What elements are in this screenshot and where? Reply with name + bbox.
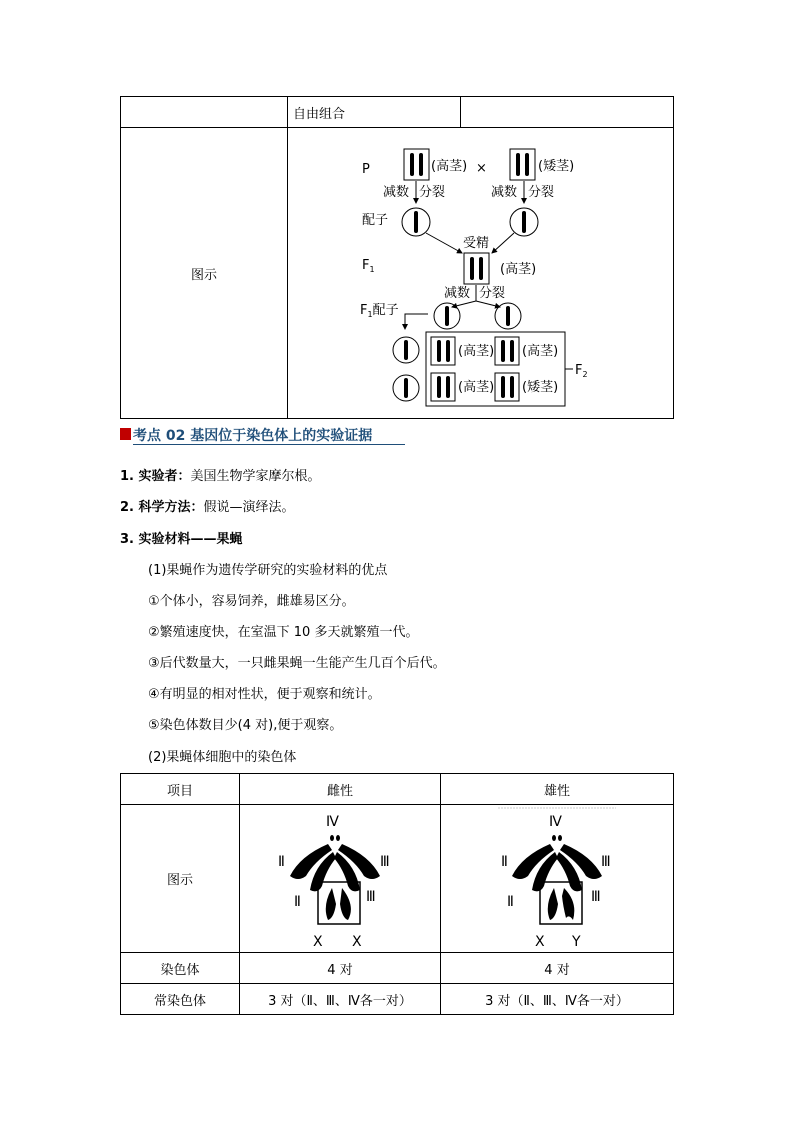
item-experimenter xyxy=(120,469,321,485)
item1-label: 1. 实验者： xyxy=(120,469,191,484)
item2-label: 2. 科学方法： xyxy=(120,500,204,515)
f2-tall-1: (高茎) xyxy=(458,343,495,359)
fertilization-text: 受精 xyxy=(463,235,490,251)
chromosome xyxy=(516,153,520,176)
f2-label: $F_2$ xyxy=(575,362,588,379)
row-autosome-label: 常染色体 xyxy=(121,984,240,1015)
cross-symbol: × xyxy=(476,160,487,176)
f2-box-2 xyxy=(495,337,519,365)
split-right-text: 分裂 xyxy=(528,184,555,200)
advantage-3: ③后代数量大，一只雌果蝇一生能产生几百个后代。 xyxy=(148,656,446,671)
female-karyotype xyxy=(240,806,440,952)
label-II-top: Ⅱ xyxy=(501,853,508,870)
free-combination-text: 自由组合 xyxy=(293,106,346,122)
f1-tall-label: (高茎) xyxy=(500,261,537,277)
f2-box-1 xyxy=(431,337,455,365)
p-short-box xyxy=(510,149,535,180)
p-short-label: (矮茎) xyxy=(538,158,575,174)
chromosome xyxy=(506,306,510,326)
chromosome xyxy=(437,340,441,362)
chromosome xyxy=(501,376,505,398)
f1-gamete-label: $F_1$配子 xyxy=(360,302,399,319)
split-f1-text: 分裂 xyxy=(479,285,506,301)
f1-label: $F_1$ xyxy=(362,257,375,274)
female-autosome-count: 3 对（Ⅱ、Ⅲ、Ⅳ各一对） xyxy=(240,984,441,1015)
female-x2: X xyxy=(352,933,362,950)
p-tall-box xyxy=(404,149,429,180)
chromosome xyxy=(470,257,474,280)
header-item: 项目 xyxy=(121,774,240,805)
chromosome xyxy=(410,153,414,176)
split-left-text: 分裂 xyxy=(419,184,446,200)
diagram-label: 图示 xyxy=(190,267,217,283)
advantage-1: ①个体小，容易饲养，雌雄易区分。 xyxy=(148,594,355,609)
male-chromosome-count: 4 对 xyxy=(441,953,674,984)
advantage-2: ②繁殖速度快，在室温下 10 多天就繁殖一代。 xyxy=(148,625,419,640)
female-karyotype-cell xyxy=(240,805,441,953)
table1-diagram-cell xyxy=(288,128,674,419)
meiosis-right-text: 减数 xyxy=(491,184,518,200)
chromosome-table xyxy=(120,773,674,1015)
section-title: 考点 02 基因位于染色体上的实验证据 xyxy=(133,428,373,444)
table1-cell-free-combination xyxy=(288,97,461,128)
female-x1: X xyxy=(313,933,323,950)
chromosome xyxy=(510,376,514,398)
male-karyotype-cell xyxy=(441,805,674,953)
header-male: 雄性 xyxy=(441,774,674,805)
chromosome xyxy=(501,340,505,362)
chromosome xyxy=(404,378,408,398)
table1-diagram-label-cell xyxy=(121,128,288,419)
genetics-table xyxy=(120,96,674,419)
male-y: Y xyxy=(572,933,581,950)
chromosome xyxy=(522,211,526,233)
item-method xyxy=(120,500,295,516)
row-chromosome-label: 染色体 xyxy=(121,953,240,984)
chromosome xyxy=(446,376,450,398)
label-III-bottom: Ⅲ xyxy=(366,888,376,905)
chromosome xyxy=(510,340,514,362)
para-advantages: (1)果蝇作为遗传学研究的实验材料的优点 xyxy=(148,563,388,578)
chromosome xyxy=(437,376,441,398)
label-IV: Ⅳ xyxy=(326,813,339,830)
chromosome xyxy=(419,153,423,176)
p-tall-label: (高茎) xyxy=(431,158,468,174)
table1-cell-empty-left xyxy=(121,97,288,128)
meiosis-left-text: 减数 xyxy=(383,184,410,200)
f2-box-3 xyxy=(431,373,455,401)
label-III-top: Ⅲ xyxy=(601,853,611,870)
f2-box-4 xyxy=(495,373,519,401)
item2-text: 假说—演绎法。 xyxy=(203,500,295,515)
chromosome xyxy=(446,340,450,362)
section-marker xyxy=(120,428,131,440)
chromosome xyxy=(525,153,529,176)
item-material: 3. 实验材料——果蝇 xyxy=(120,532,243,547)
label-III-top: Ⅲ xyxy=(380,853,390,870)
chromosome xyxy=(445,306,449,326)
f1-box xyxy=(464,253,489,284)
chromosome xyxy=(404,340,408,360)
label-II-bottom: Ⅱ xyxy=(294,893,301,910)
item1-text: 美国生物学家摩尔根。 xyxy=(190,469,321,484)
f2-tall-2: (高茎) xyxy=(522,343,559,359)
label-II-bottom: Ⅱ xyxy=(507,893,514,910)
male-karyotype xyxy=(441,806,673,952)
f2-short: (矮茎) xyxy=(522,379,559,395)
label-II-top: Ⅱ xyxy=(278,853,285,870)
label-IV: Ⅳ xyxy=(549,813,562,830)
section-underline xyxy=(133,444,405,445)
p-label: P xyxy=(362,161,370,177)
table1-cell-empty-right xyxy=(460,97,673,128)
female-chromosome-count: 4 对 xyxy=(240,953,441,984)
header-female: 雌性 xyxy=(240,774,441,805)
row-diagram-label: 图示 xyxy=(121,805,240,953)
advantage-5: ⑤染色体数目少(4 对),便于观察。 xyxy=(148,718,343,733)
male-autosome-count: 3 对（Ⅱ、Ⅲ、Ⅳ各一对） xyxy=(441,984,674,1015)
male-x: X xyxy=(535,933,545,950)
advantage-4: ④有明显的相对性状，便于观察和统计。 xyxy=(148,687,381,702)
pea-cross-diagram xyxy=(288,129,672,418)
para-chromosomes: (2)果蝇体细胞中的染色体 xyxy=(148,750,297,765)
meiosis-f1-text: 减数 xyxy=(444,285,471,301)
chromosome xyxy=(414,211,418,233)
f2-tall-3: (高茎) xyxy=(458,379,495,395)
gamete-label: 配子 xyxy=(362,212,389,228)
chromosome xyxy=(479,257,483,280)
label-III-bottom: Ⅲ xyxy=(591,888,601,905)
